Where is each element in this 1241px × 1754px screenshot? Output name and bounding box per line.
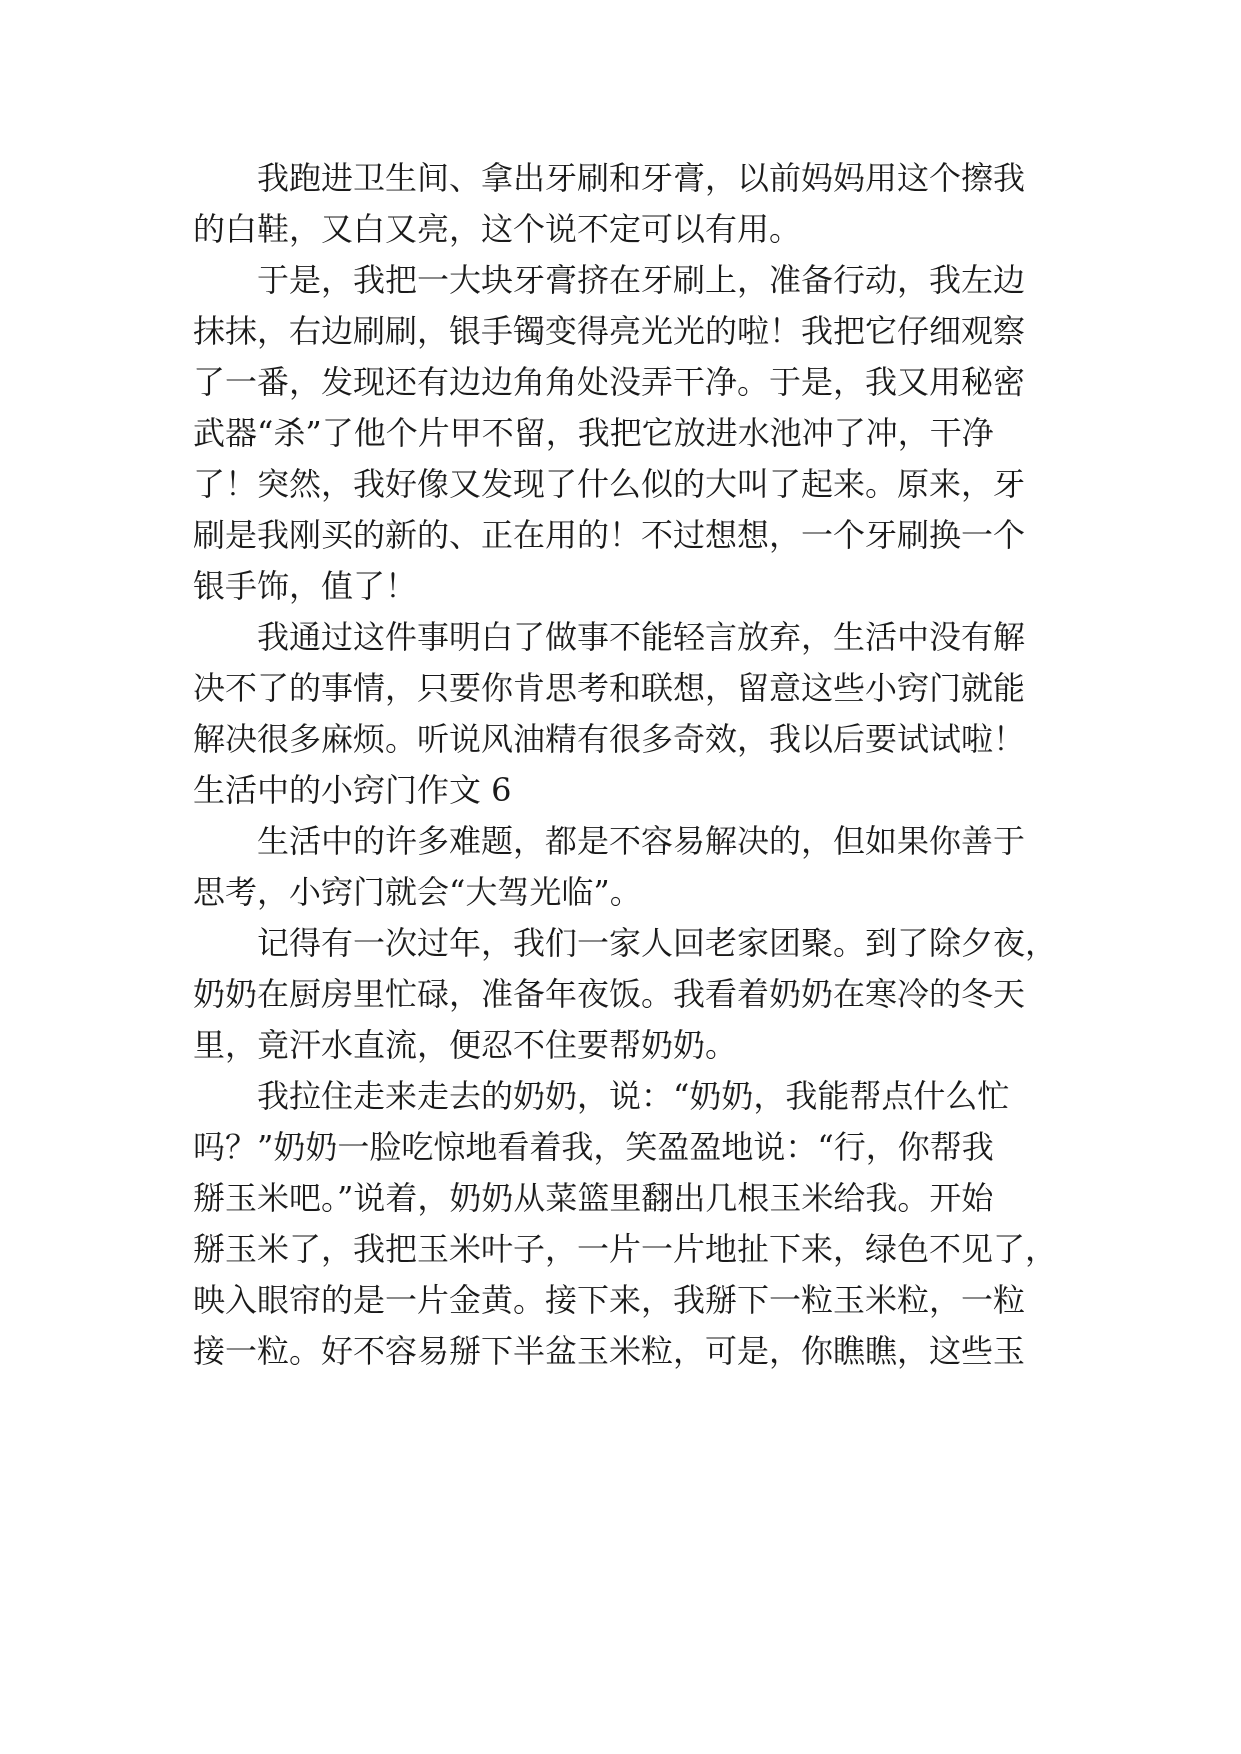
paragraph-line: 刷是我刚买的新的、正在用的！不过想想，一个牙刷换一个 [193,516,1026,554]
paragraph-line: 我通过这件事明白了做事不能轻言放弃，生活中没有解 [257,618,1026,656]
paragraph-line: 了！突然，我好像又发现了什么似的大叫了起来。原来，牙 [193,465,1026,503]
paragraph-line: 银手饰，值了！ [193,567,418,605]
paragraph-line: 了一番，发现还有边边角角处没弄干净。于是，我又用秘密 [193,363,1026,401]
paragraph-line: 映入眼帘的是一片金黄。接下来，我掰下一粒玉米粒，一粒 [193,1281,1026,1319]
paragraph-line: 武器“杀”了他个片甲不留，我把它放进水池冲了冲，干净 [193,414,994,452]
paragraph-line: 奶奶在厨房里忙碌，准备年夜饭。我看着奶奶在寒冷的冬天 [193,975,1026,1013]
paragraph-line: 我拉住走来走去的奶奶，说：“奶奶，我能帮点什么忙 [257,1077,1010,1115]
paragraph-line: 吗？”奶奶一脸吃惊地看着我，笑盈盈地说：“行，你帮我 [193,1128,994,1166]
section-heading: 生活中的小窍门作文 6 [193,771,512,809]
paragraph-line: 于是，我把一大块牙膏挤在牙刷上，准备行动，我左边 [257,261,1026,299]
paragraph-line: 解决很多麻烦。听说风油精有很多奇效，我以后要试试啦！ [193,720,1026,758]
paragraph-line: 抹抹，右边刷刷，银手镯变得亮光光的啦！我把它仔细观察 [193,312,1026,350]
paragraph-line: 决不了的事情，只要你肯思考和联想，留意这些小窍门就能 [193,669,1026,707]
paragraph-line: 生活中的许多难题，都是不容易解决的，但如果你善于 [257,822,1026,860]
paragraph-line: 掰玉米了，我把玉米叶子，一片一片地扯下来，绿色不见了， [193,1230,1058,1268]
paragraph-line: 的白鞋，又白又亮，这个说不定可以有用。 [193,210,802,248]
paragraph-line: 思考，小窍门就会“大驾光临”。 [193,873,642,911]
paragraph-line: 接一粒。好不容易掰下半盆玉米粒，可是，你瞧瞧，这些玉 [193,1332,1026,1370]
paragraph-line: 掰玉米吧。”说着，奶奶从菜篮里翻出几根玉米给我。开始 [193,1179,994,1217]
paragraph-line: 记得有一次过年，我们一家人回老家团聚。到了除夕夜， [257,924,1058,962]
paragraph-line: 里，竟汗水直流，便忍不住要帮奶奶。 [193,1026,738,1064]
paragraph-line: 我跑进卫生间、拿出牙刷和牙膏，以前妈妈用这个擦我 [257,159,1026,197]
